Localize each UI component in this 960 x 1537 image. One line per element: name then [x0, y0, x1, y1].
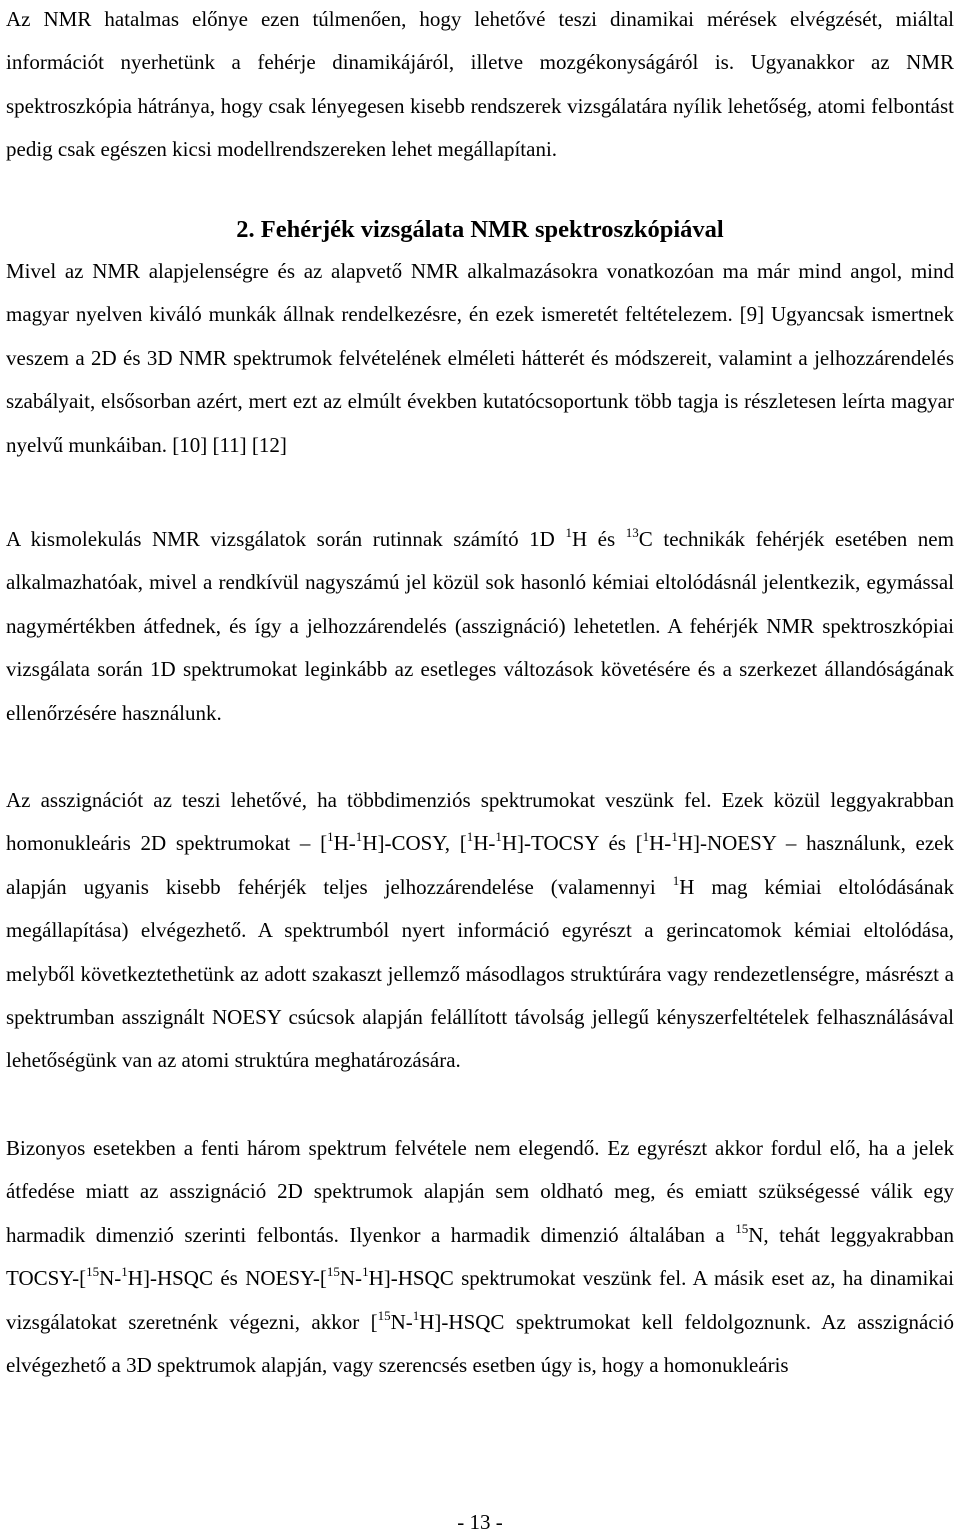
isotope-superscript: 15 — [735, 1220, 749, 1236]
paragraph-3d-spectra: Bizonyos esetekben a fenti három spektrum felvétele nem elegendő. Ez egyrészt akkor fordul elő, ha a jelek átfedése miatt az asszignáció 2D spektrumok alapján sem oldható meg, és emiatt szükségessé válik egy harmadik dimenzió szerinti felbontás. Ilyenkor a harmadik dimenzió általában a $^{15}$N, tehát leggyakrabban TOCSY-[$^{15}$N-$^1$H]-HSQC és NOESY-[$^{15}$N-$^1$H]-HSQC spektrumokat veszünk fel. A másik eset az, ha dinamikai vizsgálatokat szeretnénk végezni, akkor [$^{15}$N-$^1$H]-HSQC spektrumokat kell feldolgoznunk. Az asszignáció elvégezhető a 3D spektrumok alapján, vagy szerencsés esetben úgy is, hogy a homonukleáris — [6, 1136, 955, 1378]
paragraph-intro: Az NMR hatalmas előnye ezen túlmenően, hogy lehetővé teszi dinamikai mérések elvégzését, miáltal információt nyerhetünk a fehérje dinamikájáról, illetve mozgékonyságáról is. Ugyanakkor az NMR spektroszkópia hátránya, hogy csak lényegesen kisebb rendszerek vizsgálatára nyílik lehetőség, atomi felbontást pedig csak egészen kicsi modellrendszereken lehet megállapítani. — [6, 7, 954, 162]
isotope-superscript: 1 — [466, 829, 474, 845]
isotope-superscript: 1 — [355, 829, 363, 845]
isotope-superscript: 1 — [121, 1264, 128, 1280]
section-heading: 2. Fehérjék vizsgálata NMR spektroszkópiával — [236, 216, 724, 243]
paragraph-2d-spectra: Az asszignációt az teszi lehetővé, ha többdimenziós spektrumokat veszünk fel. Ezek közül leggyakrabban homonukleáris 2D spektrumokat – [$^1$H-$^1$H]-COSY, [$^1$H-$^1$H]-TOCSY és [$^1$H-$^1$H]-NOESY – használunk, ezek alapján ugyanis kisebb fehérjék teljes jelhozzárendelése (valamennyi $^1$H mag kémiai eltolódásának megállapítása) elvégezhető. A spektrumból nyert információ egyrészt a gerincatomok kémiai eltolódása, melyből következtethetünk az adott szakaszt jellemző másodlagos struktúrára vagy rendezetlenségre, másrészt a spektrumban asszignált NOESY csúcsok alapján felállított távolság jellegű kényszerfeltételek felhasználásával lehetőségünk van az atomi struktúra meghatározására. — [6, 788, 954, 1073]
isotope-superscript: 1 — [327, 829, 334, 845]
isotope-superscript: 1 — [672, 872, 680, 888]
isotope-superscript: 1 — [642, 829, 650, 845]
isotope-superscript: 15 — [377, 1307, 391, 1323]
isotope-superscript: 1 — [671, 829, 678, 845]
paragraph-background: Mivel az NMR alapjelenségre és az alapvető NMR alkalmazásokra vonatkozóan ma már mind angol, mind magyar nyelven kiváló munkák állnak rendelkezésre, én ezek ismeretét feltételezem. [9] Ugyancsak ismertnek veszem a 2D és 3D NMR spektrumok felvételének elméleti hátterét és módszereit, valamint a jelhozzárendelés szabályait, elsősorban azért, mert ezt az elmúlt években kutatócsoportunk több tagja is részletesen leírta magyar nyelvű munkáiban. [10] [11] [12] — [6, 259, 954, 457]
page-number: - 13 - — [457, 1510, 503, 1534]
paragraph-1d-spectra: A kismolekulás NMR vizsgálatok során rutinnak számító 1D $^1$H és $^{13}$C technikák fehérjék esetében nem alkalmazhatóak, mivel a rendkívül nagyszámú jel közül sok hasonló kémiai eltolódásnál jelentkezik, egymással nagymértékben átfednek, és így a jelhozzárendelés (asszignáció) lehetetlen. A fehérjék NMR spektroszkópiai vizsgálata során 1D spektrumokat leginkább az esetleges változások követésére és a szerkezet állandóságának ellenőrzésére használunk. — [6, 525, 954, 725]
isotope-superscript: 1 — [565, 525, 572, 540]
isotope-superscript: 13 — [625, 525, 639, 540]
isotope-superscript: 15 — [326, 1264, 340, 1280]
isotope-superscript: 1 — [495, 829, 502, 845]
isotope-superscript: 1 — [412, 1307, 420, 1323]
isotope-superscript: 15 — [86, 1264, 100, 1280]
isotope-superscript: 1 — [362, 1264, 369, 1280]
